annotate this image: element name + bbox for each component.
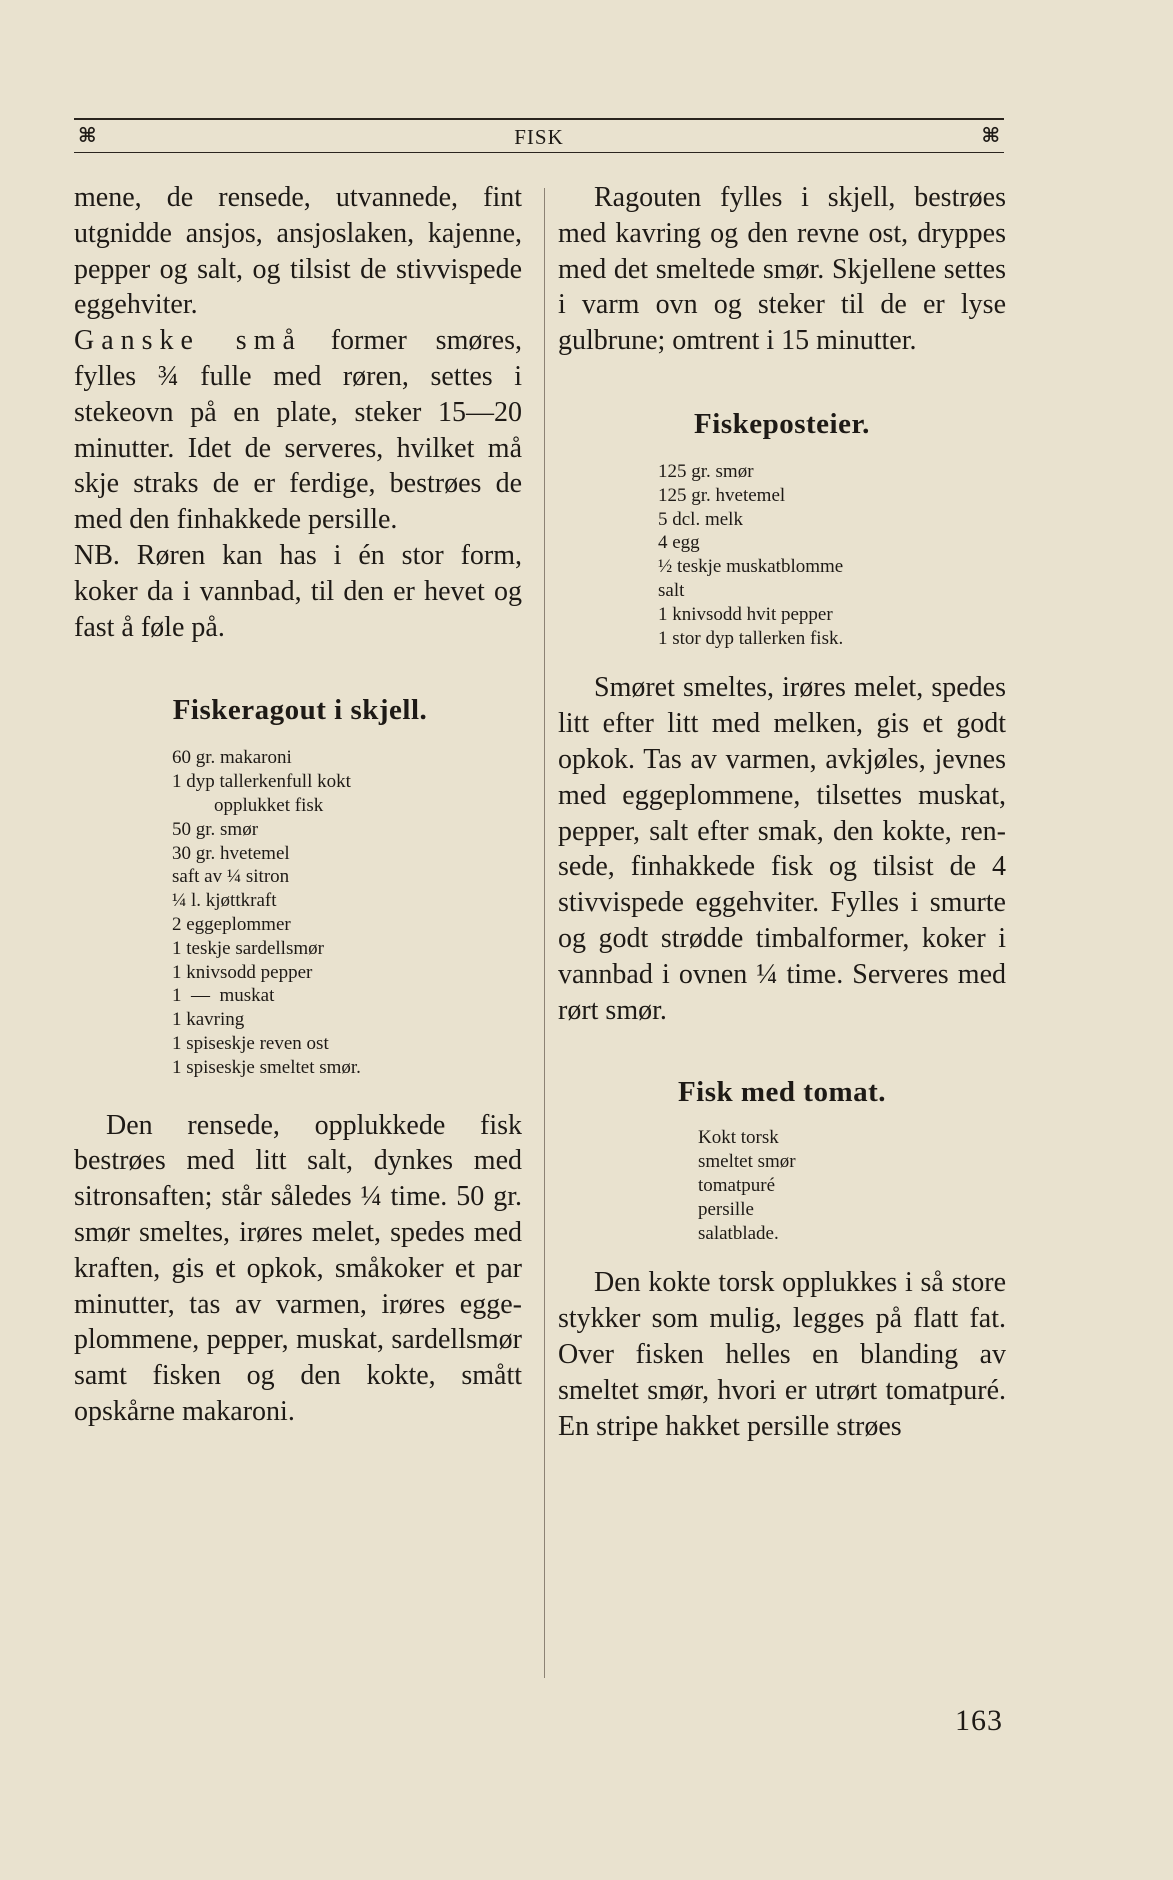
ornament-left-icon: ⌘ — [78, 125, 97, 147]
ingredient-item: 1 dyp tallerkenfull kokt — [172, 771, 351, 793]
ingredient-item: tomatpuré — [698, 1174, 776, 1196]
running-header — [74, 118, 1004, 152]
left-paragraph-4: Den rensede, opplukkede fisk bestrøes med litt salt, dynkes med sitronsaften; står således ¼ time. 50 gr. smør smeltes, irøres melet, spedes med kraften, gis et opkok, småkoker et par minutter, tas av varmen, irøres eggeplommene, pepper, muskat, sardellsmør samt fisken og den kokte, smått opskårne makaroni. — [74, 1109, 522, 1427]
ingredient-item: 1 stor dyp tallerken fisk. — [658, 627, 844, 649]
left-paragraph-2 — [74, 323, 522, 538]
ingredient-list-fiskeragout — [172, 746, 522, 1079]
ingredient-item: 125 gr. hvetemel — [658, 484, 786, 506]
recipe-title-fisk-med-tomat: Fisk med tomat. — [677, 1076, 887, 1109]
ingredient-item: 1 spiseskje reven ost — [172, 1032, 329, 1054]
ingredient-list-fisk-med-tomat — [698, 1126, 1006, 1245]
ingredient-item: saft av ¼ sitron — [172, 866, 290, 888]
ingredient-item: 50 gr. smør — [172, 818, 259, 840]
ingredient-item: salatblade. — [698, 1222, 779, 1244]
ingredient-item: ½ teskje muskatblomme — [658, 556, 844, 578]
ingredient-item: smeltet smør — [698, 1151, 796, 1173]
left-paragraph-2-text: former smøres, fylles ¾ fulle med røren, settes i stekeovn på en plate, steker 15—20 minutter. Idet de serveres, hvilket må skje straks de er ferdige, bestrøes de med den finhakkede persille. — [74, 325, 522, 536]
recipe-title-fiskeragout: Fiskeragout i skjell. — [172, 694, 428, 727]
left-paragraph-1: mene, de rensede, utvannede, fint utgnidde ansjos, ansjoslaken, kajenne, pepper og salt, og tilsist de stivvispede eggehviter. — [74, 182, 522, 321]
ingredient-item: 60 gr. makaroni — [172, 747, 292, 769]
ingredient-item: 1 knivsodd hvit pepper — [658, 603, 833, 625]
header-rule-top — [74, 118, 1004, 120]
ingredient-item: 1 knivsodd pepper — [172, 961, 313, 983]
header-rule-bottom — [74, 152, 1004, 153]
right-paragraph-3: Den kokte torsk opplukkes i så store stykker som mulig, legges på flatt fat. Over fisken helles en blanding av smeltet smør, hvori er utrørt tomatpuré. En stripe hakket persille strøes — [558, 1267, 1006, 1442]
ingredient-list-fiskeposteier — [658, 460, 1006, 650]
ingredient-item: 5 dcl. melk — [658, 508, 743, 530]
recipe-title-fiskeposteier: Fiskeposteier. — [694, 407, 870, 440]
right-column — [558, 180, 1006, 1444]
ingredient-item: 1 spiseskje smeltet smør. — [172, 1056, 361, 1078]
ingredient-item: ¼ l. kjøttkraft — [172, 890, 277, 912]
ingredient-item: 4 egg — [658, 532, 700, 554]
ingredient-item: Kokt torsk — [698, 1127, 779, 1149]
ingredient-item: 125 gr. smør — [658, 460, 754, 482]
column-divider — [544, 188, 545, 1678]
ingredient-item: opplukket fisk — [214, 794, 324, 816]
ingredient-item: 1 teskje sardellsmør — [172, 937, 324, 959]
ingredient-item: persille — [698, 1198, 754, 1220]
ingredient-item: 1 kavring — [172, 1009, 245, 1031]
right-paragraph-2: Smøret smeltes, irøres melet, spedes litt efter litt med melken, gis et godt opkok. Tas av varmen, avkjøles, jevnes med eggeplommene, tilsettes muskat, pepper, salt efter smak, den kokte, rensede, finhakkede fisk og tilsist de 4 stivvispede eggehviter. Fylles i smurte og godt strødde timbalformer, koker i vannbad i ovnen ¼ time. Serveres med rørt smør. — [558, 672, 1006, 1026]
page-number: 163 — [955, 1704, 1003, 1737]
ingredient-item: 30 gr. hvetemel — [172, 842, 290, 864]
spaced-emphasis: Ganske små — [74, 325, 302, 357]
ornament-right-icon: ⌘ — [981, 125, 1000, 147]
ingredient-item: salt — [658, 579, 685, 601]
left-paragraph-3: NB. Røren kan has i én stor form, koker da i vannbad, til den er hevet og fast å føle på. — [74, 539, 522, 643]
right-paragraph-1: Ragouten fylles i skjell, bestrøes med kavring og den revne ost, dryppes med det smeltede smør. Skjellene settes i varm ovn og steker til de er lyse gulbrune; omtrent i 15 minutter. — [558, 182, 1006, 357]
left-column — [74, 180, 522, 1430]
ingredient-item: 1 — muskat — [172, 985, 275, 1007]
header-title: FISK — [514, 125, 564, 149]
ingredient-item: 2 eggeplommer — [172, 913, 291, 935]
